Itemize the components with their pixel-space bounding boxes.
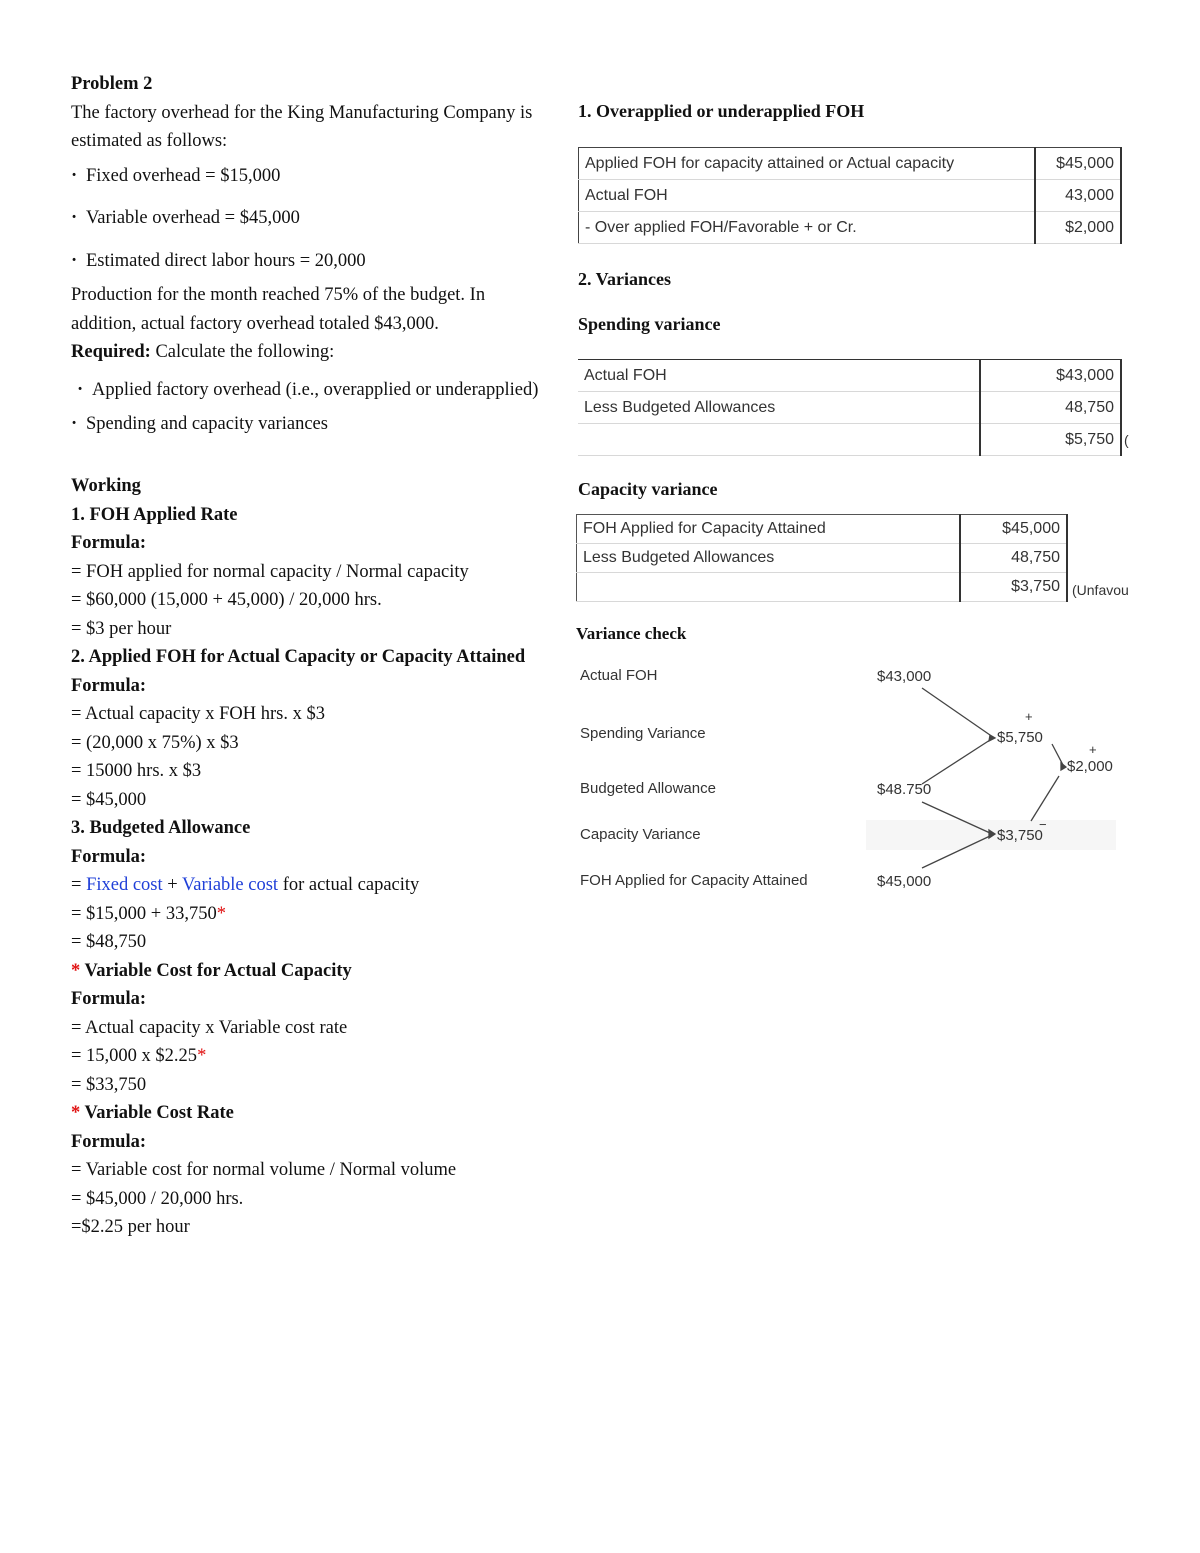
check-value-applied: $45,000 — [877, 873, 932, 890]
s2-line: = (20,000 x 75%) x $3 — [71, 732, 239, 753]
check-label-budgeted: Budgeted Allowance — [580, 780, 716, 797]
s3-tail: for actual capacity — [278, 875, 420, 895]
row-value: 48,750 — [980, 392, 1121, 424]
s2-line: = Actual capacity x FOH hrs. x $3 — [71, 704, 325, 724]
s1-line: = FOH applied for normal capacity / Normal capacity — [71, 561, 469, 582]
s2-title: 2. Applied FOH for Actual Capacity or Capacity Attained — [71, 647, 526, 667]
row-value: $2,000 — [1035, 212, 1121, 244]
heading-variance-check: Variance check — [576, 624, 687, 643]
formula-label: Formula: — [71, 1131, 147, 1152]
formula-label: Formula: — [71, 989, 147, 1009]
required-item-applied: · Applied factory overhead (i.e., overapplied or underapplied) — [77, 373, 546, 408]
connector-line — [922, 802, 990, 833]
s5-title — [71, 1099, 546, 1128]
s3-line: = $48,750 — [71, 932, 147, 952]
asterisk-mark: * — [216, 903, 226, 924]
row-value: $45,000 — [1035, 148, 1121, 180]
spending-note: ( — [1124, 432, 1129, 448]
row-value: $45,000 — [960, 515, 1067, 544]
s4-title-text: Variable Cost for Actual Capacity — [80, 960, 352, 981]
heading-capacity: Capacity variance — [578, 479, 718, 499]
s4-title — [71, 957, 546, 986]
production-text: Production for the month reached 75% of the budget. In addition, actual factory overhead totaled $43,000. — [71, 285, 486, 334]
s1-line: = $60,000 (15,000 + 45,000) / 20,000 hrs. — [71, 590, 382, 610]
s1-title: 1. FOH Applied Rate — [71, 504, 238, 525]
row-value: $5,750 — [980, 424, 1121, 456]
check-value-capacity: $3,750 — [997, 827, 1043, 844]
check-label-applied: FOH Applied for Capacity Attained — [580, 872, 808, 889]
row-value: 43,000 — [1035, 180, 1121, 212]
s5-title-text: Variable Cost Rate — [80, 1103, 234, 1123]
estimate-variable: · Variable overhead = $45,000 — [71, 204, 546, 233]
asterisk-mark: * — [197, 1046, 207, 1066]
row-label: Less Budgeted Allowances — [578, 392, 980, 424]
required-text: Calculate the following: — [150, 342, 335, 362]
estimate-hours: · Estimated direct labor hours = 20,000 — [71, 247, 546, 276]
s3-line2: = $15,000 + 33,750 — [71, 903, 217, 924]
row-label: Actual FOH — [579, 180, 1036, 212]
required-line — [71, 338, 546, 367]
connector-line — [1031, 776, 1059, 821]
heading-variances: 2. Variances — [578, 269, 672, 289]
formula-label: Formula: — [71, 675, 147, 696]
connector-line — [1052, 744, 1063, 765]
asterisk-mark: * — [71, 1103, 81, 1123]
row-label: Applied FOH for capacity attained or Actual capacity — [579, 148, 1036, 180]
s5-line: = Variable cost for normal volume / Normal volume — [71, 1160, 457, 1180]
required-label: Required: — [71, 342, 151, 362]
s3-plus: + — [162, 875, 182, 895]
row-label: - Over applied FOH/Favorable + or Cr. — [579, 212, 1036, 244]
variable-cost-term: Variable cost — [182, 875, 279, 895]
minus-sign: − — [1039, 817, 1047, 832]
s3-line — [71, 900, 546, 929]
fixed-cost-term: Fixed cost — [86, 875, 163, 895]
row-value: 48,750 — [960, 544, 1067, 573]
estimate-fixed: · Fixed overhead = $15,000 — [71, 162, 546, 191]
row-value: $43,000 — [980, 360, 1121, 392]
problem-intro: The factory overhead for the King Manufacturing Company is estimated as follows: — [71, 102, 533, 151]
arrow-head — [989, 735, 995, 741]
s1-line: = $3 per hour — [71, 618, 172, 639]
variance-check-lines — [576, 0, 1200, 900]
s4-line-b: = 15,000 x $2.25 — [71, 1046, 198, 1066]
s5-line: = $45,000 / 20,000 hrs. — [71, 1188, 244, 1209]
check-value-total: $2,000 — [1067, 758, 1113, 775]
s3-line — [71, 871, 546, 900]
formula-label: Formula: — [71, 533, 147, 553]
s4-line — [71, 1042, 546, 1071]
capacity-note: (Unfavou — [1072, 582, 1129, 598]
row-value: $3,750 — [960, 573, 1067, 602]
check-value-budgeted: $48.750 — [877, 781, 932, 798]
row-label: Less Budgeted Allowances — [577, 544, 960, 573]
heading-overapplied: 1. Overapplied or underapplied FOH — [578, 101, 865, 121]
check-value-spending: $5,750 — [997, 729, 1043, 746]
s5-line: =$2.25 per hour — [71, 1217, 190, 1237]
check-label-actual: Actual FOH — [580, 667, 658, 684]
heading-spending: Spending variance — [578, 314, 721, 334]
s2-line: = 15000 hrs. x $3 — [71, 761, 202, 781]
row-label: FOH Applied for Capacity Attained — [577, 515, 960, 544]
check-label-capacity: Capacity Variance — [580, 826, 701, 843]
problem-title: Problem 2 — [71, 74, 153, 94]
row-label: Actual FOH — [578, 360, 980, 392]
connector-line — [922, 688, 990, 735]
connector-line — [922, 836, 990, 868]
asterisk-mark: * — [71, 960, 81, 981]
s3-title: 3. Budgeted Allowance — [71, 818, 251, 838]
connector-line — [922, 740, 990, 784]
arrow-head — [989, 830, 995, 838]
plus-sign: + — [1089, 742, 1097, 757]
s4-line: = Actual capacity x Variable cost rate — [71, 1017, 348, 1038]
plus-sign: + — [1025, 709, 1033, 724]
arrow-head — [1061, 763, 1066, 770]
s4-line: = $33,750 — [71, 1074, 147, 1095]
s3-eq: = — [71, 875, 87, 895]
check-label-spending: Spending Variance — [580, 725, 706, 742]
working-title: Working — [71, 476, 141, 496]
formula-label: Formula: — [71, 846, 147, 867]
required-item-variances: · Spending and capacity variances — [71, 410, 546, 439]
s2-line: = $45,000 — [71, 789, 147, 810]
check-value-actual: $43,000 — [877, 668, 932, 685]
left-column — [71, 70, 546, 1242]
